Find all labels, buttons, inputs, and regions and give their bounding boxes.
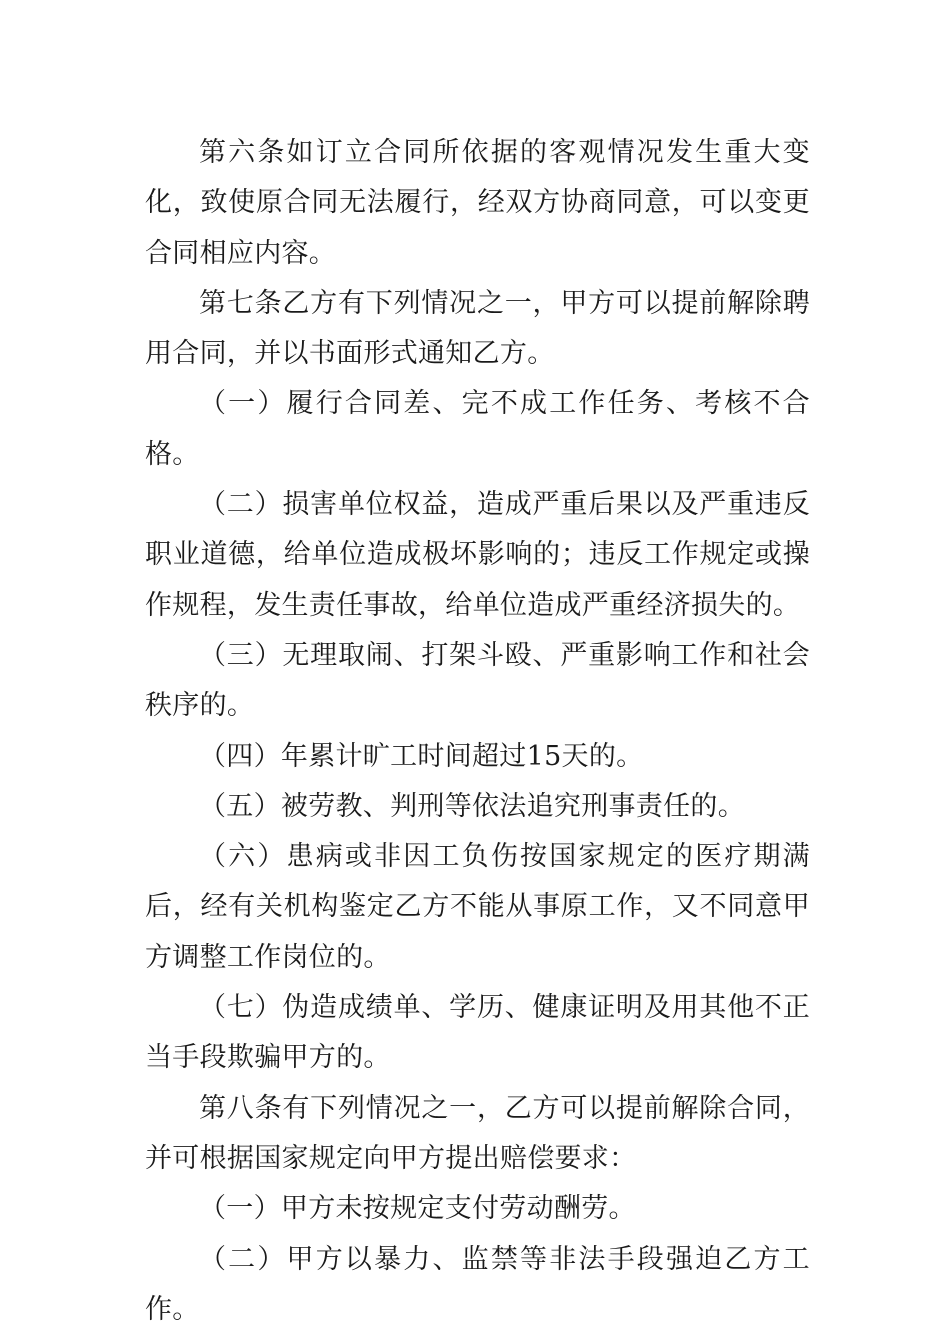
article-8-item-1: （一）甲方未按规定支付劳动酬劳。 bbox=[199, 1193, 636, 1225]
article-8-paragraph: 第八条有下列情况之一，乙方可以提前解除合同，并可根据国家规定向甲方提出赔偿要求： bbox=[145, 1092, 810, 1174]
article-6-paragraph: 第六条如订立合同所依据的客观情况发生重大变化，致使原合同无法履行，经双方协商同意，可以变更合同相应内容。 bbox=[145, 137, 810, 269]
article-7-paragraph: 第七条乙方有下列情况之一，甲方可以提前解除聘用合同，并以书面形式通知乙方。 bbox=[145, 287, 810, 370]
article-7-item-5: （五）被劳教、判刑等依法追究刑事责任的。 bbox=[199, 790, 745, 822]
document-body bbox=[145, 128, 810, 1335]
article-7-item-7: （七）伪造成绩单、学历、健康证明及用其他不正当手段欺骗甲方的。 bbox=[145, 992, 810, 1074]
article-8-item-2: （二）甲方以暴力、监禁等非法手段强迫乙方工作。 bbox=[145, 1243, 810, 1325]
article-7-item-1: （一）履行合同差、完不成工作任务、考核不合格。 bbox=[145, 388, 810, 470]
article-7-item-6: （六）患病或非因工负伤按国家规定的医疗期满后，经有关机构鉴定乙方不能从事原工作，又不同意甲方调整工作岗位的。 bbox=[145, 841, 810, 973]
article-7-item-3: （三）无理取闹、打架斗殴、严重影响工作和社会秩序的。 bbox=[145, 639, 810, 722]
article-7-item-2: （二）损害单位权益，造成严重后果以及严重违反职业道德，给单位造成极坏影响的；违反工作规定或操作规程，发生责任事故，给单位造成严重经济损失的。 bbox=[145, 489, 810, 621]
article-7-item-4: （四）年累计旷工时间超过15天的。 bbox=[199, 740, 644, 772]
